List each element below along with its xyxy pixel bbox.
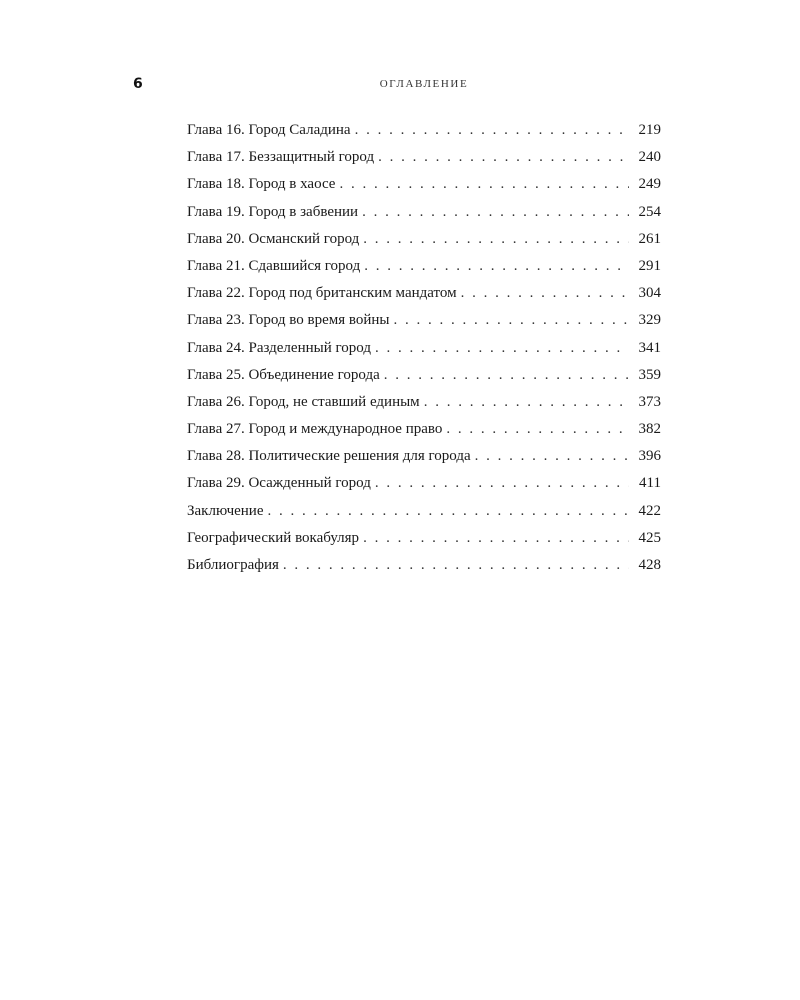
table-of-contents [187, 119, 661, 581]
toc-entry [187, 500, 661, 527]
toc-entry [187, 445, 661, 472]
toc-entry [187, 391, 661, 418]
toc-entry-page: 254 [638, 203, 661, 220]
dot-leader [424, 391, 629, 413]
toc-entry-page: 249 [638, 176, 661, 193]
dot-leader [394, 309, 629, 331]
toc-entry [187, 173, 661, 200]
page-number: 6 [133, 76, 143, 92]
toc-entry [187, 228, 661, 255]
dot-leader [363, 527, 629, 549]
toc-entry-title: Глава 21. Сдавшийся город [187, 257, 361, 274]
toc-entry [187, 337, 661, 364]
toc-entry-title: Глава 26. Город, не ставший единым [187, 393, 420, 410]
toc-entry-page: 373 [638, 393, 661, 410]
toc-entry-page: 219 [638, 122, 661, 138]
toc-entry-title: Глава 27. Город и международное право [187, 421, 443, 438]
toc-entry-title: Глава 20. Османский город [187, 230, 360, 247]
dot-leader [375, 337, 629, 359]
toc-entry-title: Глава 18. Город в хаосе [187, 176, 336, 193]
toc-entry-page: 396 [638, 448, 661, 465]
toc-entry [187, 201, 661, 228]
toc-entry-page: 261 [638, 230, 661, 247]
toc-entry-title: Глава 28. Политические решения для города [187, 448, 471, 465]
toc-entry-title: Глава 17. Беззащитный город [187, 149, 375, 166]
toc-entry-title: Библиография [187, 557, 279, 573]
toc-entry-page: 422 [638, 502, 661, 519]
toc-entry-page: 428 [638, 557, 661, 573]
toc-entry-page: 425 [638, 529, 661, 546]
dot-leader [339, 173, 629, 195]
toc-entry [187, 527, 661, 554]
dot-leader [475, 445, 629, 467]
toc-entry [187, 282, 661, 309]
toc-entry-page: 291 [638, 257, 661, 274]
toc-entry [187, 255, 661, 282]
toc-entry [187, 554, 661, 581]
running-head: ОГЛАВЛЕНИЕ [379, 78, 469, 90]
toc-entry [187, 309, 661, 336]
dot-leader [461, 282, 629, 304]
toc-entry-title: Глава 22. Город под британским мандатом [187, 285, 457, 302]
toc-entry [187, 146, 661, 173]
toc-entry-title: Глава 29. Осажденный город [187, 475, 371, 492]
toc-entry-title: Географический вокабуляр [187, 529, 360, 546]
toc-entry-page: 304 [638, 285, 661, 302]
toc-entry-title: Глава 23. Город во время войны [187, 312, 390, 329]
toc-entry [187, 418, 661, 445]
dot-leader [446, 418, 629, 440]
toc-entry-title: Глава 16. Город Саладина [187, 122, 351, 138]
toc-entry [187, 364, 661, 391]
dot-leader [268, 500, 630, 522]
dot-leader [283, 554, 629, 576]
toc-entry-title: Глава 24. Разделенный город [187, 339, 371, 356]
dot-leader [362, 201, 629, 223]
toc-entry-title: Глава 19. Город в забвении [187, 203, 359, 220]
dot-leader [384, 364, 629, 386]
dot-leader [364, 255, 629, 277]
toc-entry-page: 359 [638, 366, 661, 383]
toc-entry-page: 329 [638, 312, 661, 329]
toc-entry-page: 341 [638, 339, 661, 356]
toc-entry-page: 411 [639, 475, 661, 492]
toc-entry-title: Заключение [187, 502, 264, 519]
dot-leader [363, 228, 629, 250]
toc-entry [187, 119, 661, 146]
dot-leader [378, 146, 629, 168]
dot-leader [355, 119, 629, 141]
toc-entry-title: Глава 25. Объединение города [187, 366, 380, 383]
toc-entry-page: 382 [638, 421, 661, 438]
toc-entry [187, 472, 661, 499]
toc-entry-page: 240 [638, 149, 661, 166]
dot-leader [375, 472, 629, 494]
